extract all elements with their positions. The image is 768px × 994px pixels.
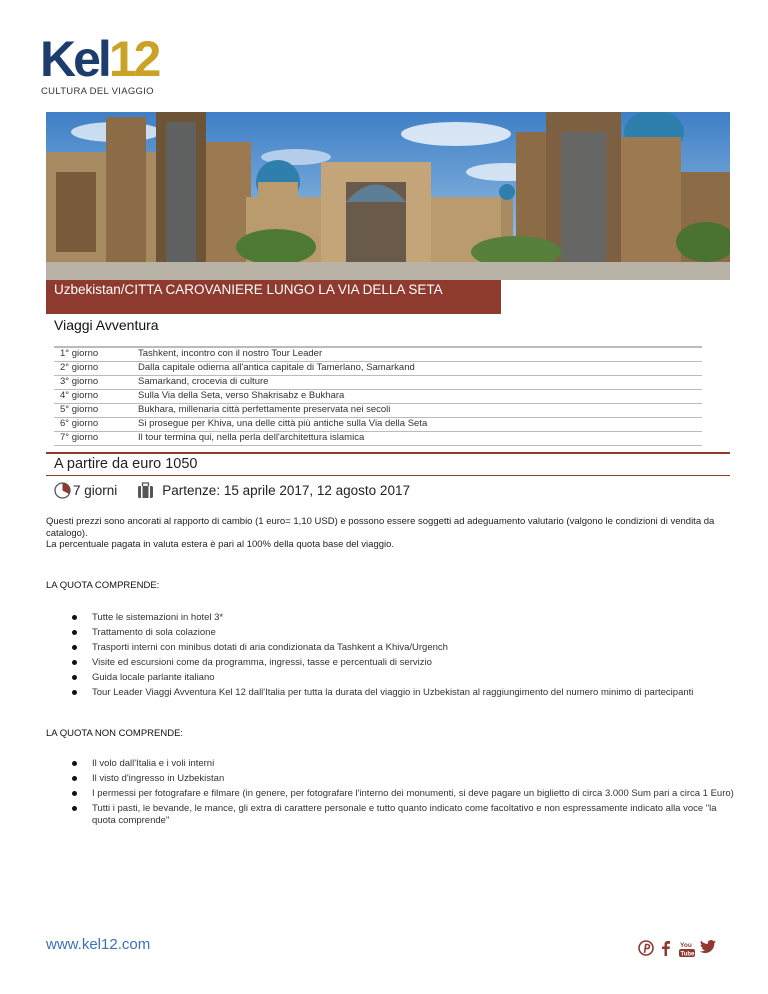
duration-text: 7 giorni [73,483,118,498]
price-divider [46,452,730,454]
logo-wordmark: Kel12 [40,31,159,87]
registan-illustration [46,112,730,280]
youtube-text-bottom: Tube [680,951,695,958]
kel12-logo[interactable] [40,31,170,98]
list-item: Trasporti interni con minibus dotati di aria condizionata da Tashkent a Khiva/Urgench [46,642,736,654]
trip-category: Viaggi Avventura [54,317,159,333]
hero-image [46,112,730,280]
itinerary-row: 3° giorno Samarkand, crocevia di culture [54,376,702,390]
list-item: Il volo dall'Italia e i voli interni [46,758,736,770]
excludes-title: LA QUOTA NON COMPRENDE: [46,728,184,739]
list-item: Tutte le sistemazioni in hotel 3* [46,612,736,624]
list-item: Guida locale parlante italiano [46,672,736,684]
social-links [638,940,716,956]
currency-note: La percentuale pagata in valuta estera è pari al 100% della quota base del viaggio. [46,539,395,550]
list-item: I permessi per fotografare e filmare (in genere, per fotografare l'interno dei monumenti, si deve pagare un biglietto di circa 3.000 Sum pari a circa 1 Euro) [46,788,736,800]
clock-icon [54,482,71,499]
twitter-icon[interactable] [700,940,716,956]
itinerary-row: 1° giorno Tashkent, incontro con il nostro Tour Leader [54,346,702,362]
price-underline [46,475,730,476]
suitcase-icon [137,482,154,499]
trip-title: Uzbekistan/CITTA CAROVANIERE LUNGO LA VIA DELLA SETA [46,280,501,314]
itinerary-row: 4° giorno Sulla Via della Seta, verso Shakrisabz e Bukhara [54,390,702,404]
youtube-text-top: You [680,942,692,949]
logo-tagline: CULTURA DEL VIAGGIO [41,86,154,97]
itinerary-row: 5° giorno Bukhara, millenaria città perfettamente preservata nei secoli [54,404,702,418]
list-item: Tutti i pasti, le bevande, le mance, gli extra di carattere personale e tutto quanto indicato come facoltativo e non espressamente indicato alla voce "la quota comprende" [46,803,736,826]
excludes-list [46,758,736,830]
list-item: Visite ed escursioni come da programma, ingressi, tasse e percentuali di servizio [46,657,736,669]
pinterest-icon[interactable] [638,940,654,956]
includes-list [46,612,736,703]
departures-text: Partenze: 15 aprile 2017, 12 agosto 2017 [162,483,410,498]
website-link[interactable]: www.kel12.com [46,936,151,953]
list-item: Il visto d'ingresso in Uzbekistan [46,773,736,785]
price-notes [46,516,736,551]
facebook-icon[interactable] [658,940,674,956]
exchange-note: Questi prezzi sono ancorati al rapporto di cambio (1 euro= 1,10 USD) e possono essere soggetti ad adeguamento valutario (valgono le condizioni di vendita da catalogo). [46,516,715,539]
itinerary-table [54,346,702,446]
itinerary-row: 6° giorno Si prosegue per Khiva, una delle città più antiche sulla Via della Seta [54,418,702,432]
youtube-icon[interactable] [678,940,696,956]
trip-meta [54,482,410,499]
list-item: Tour Leader Viaggi Avventura Kel 12 dall'Italia per tutta la durata del viaggio in Uzbekistan al raggiungimento del numero minimo di partecipanti [46,687,736,699]
itinerary-row: 2° giorno Dalla capitale odierna all'antica capitale di Tamerlano, Samarkand [54,362,702,376]
includes-title: LA QUOTA COMPRENDE: [46,580,160,591]
itinerary-row: 7° giorno Il tour termina qui, nella perla dell'architettura islamica [54,432,702,446]
list-item: Trattamento di sola colazione [46,627,736,639]
price-label: A partire da euro 1050 [54,456,198,472]
